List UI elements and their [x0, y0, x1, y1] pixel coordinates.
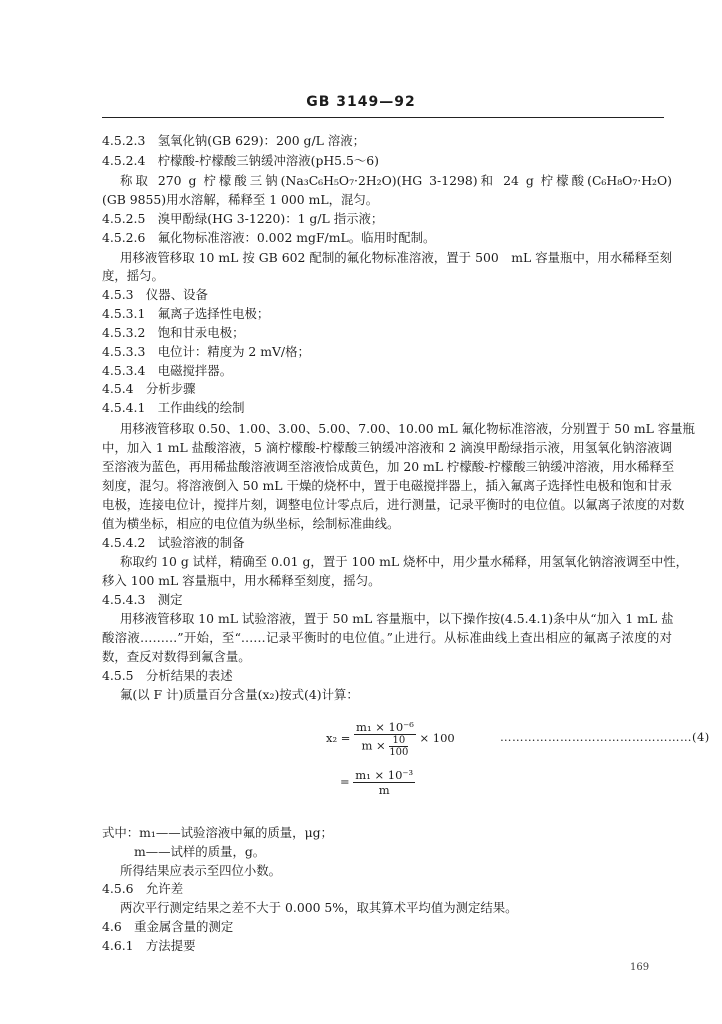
text-line: 至溶液为蓝色，再用稀盐酸溶液调至溶液恰成黄色，加 20 mL 柠檬酸-柠檬酸三钠缓冲溶液，用水稀释至: [102, 459, 675, 474]
section-heading: 4.5.4.2 试验溶液的制备: [102, 535, 245, 550]
formula-equals: =: [340, 774, 350, 789]
text-line: 刻度，混匀。将溶液倒入 50 mL 干燥的烧杯中，置于电磁搅拌器上，插入氟离子选择性电极和饱和甘汞: [102, 478, 672, 493]
formula-fraction-1: [354, 720, 416, 758]
text-line: 氟(以 F 计)质量百分含量(x₂)按式(4)计算：: [120, 687, 359, 702]
text-line: 值为横坐标，相应的电位值为纵坐标，绘制标准曲线。: [102, 516, 400, 531]
text-line: 4.5.3.4 电磁搅拌器。: [102, 363, 233, 378]
section-heading: 4.5.5 分析结果的表述: [102, 668, 233, 683]
text-line: 称取约 10 g 试样，精确至 0.01 g，置于 100 mL 烧杯中，用少量水稀释，用氢氧化钠溶液调至中性，: [120, 554, 689, 569]
text-line: 用移液管移取 10 mL 按 GB 602 配制的氟化物标准溶液，置于 500 mL 容量瓶中，用水稀释至刻: [120, 250, 672, 265]
text-line: 用移液管移取 10 mL 试验溶液，置于 50 mL 容量瓶中，以下操作按(4.5.4.1)条中从“加入 1 mL 盐: [120, 611, 674, 626]
header-rule: [102, 117, 664, 118]
text-line: 用移液管移取 0.50、1.00、3.00、5.00、7.00、10.00 mL 氟化物标准溶液，分别置于 50 mL 容量瓶: [120, 421, 695, 436]
section-heading: 4.5.6 允许差: [102, 881, 184, 896]
formula-lhs: x₂ =: [326, 731, 351, 745]
formula-denominator-2: m: [378, 783, 390, 797]
text-line: 所得结果应表示至四位小数。: [120, 863, 282, 878]
section-heading: 4.5.4.1 工作曲线的绘制: [102, 400, 245, 415]
text-line: 式中：m₁——试验溶液中氟的质量，μg；: [102, 825, 333, 840]
text-line: 4.5.3.2 饱和甘汞电极；: [102, 325, 245, 340]
text-line: 电极，连接电位计，搅拌片刻，调整电位计零点后，进行测量，记录平衡时的电位值。以氟离子浓度的对数: [102, 497, 685, 512]
text-line: (GB 9855)用水溶解，稀释至 1 000 mL，混匀。: [102, 192, 379, 207]
text-line: 酸溶液………”开始，至“……记录平衡时的电位值。”止进行。从标准曲线上查出相应的氟离子浓度的对: [102, 630, 672, 645]
formula-numerator-2: m₁ × 10⁻³: [355, 768, 414, 782]
text-line: 中，加入 1 mL 盐酸溶液，5 滴柠檬酸-柠檬酸三钠缓冲溶液和 2 滴溴甲酚绿指示液，用氢氧化钠溶液调: [102, 440, 672, 455]
formula-fraction-2: [353, 768, 415, 797]
text-line: 4.5.2.3 氢氧化钠(GB 629)：200 g/L 溶液；: [102, 133, 365, 148]
text-line: 两次平行测定结果之差不大于 0.000 5%，取其算术平均值为测定结果。: [120, 900, 518, 915]
section-heading: 4.5.4 分析步骤: [102, 381, 196, 396]
text-line: 4.5.2.5 溴甲酚绿(HG 3-1220)：1 g/L 指示液；: [102, 211, 384, 226]
section-heading: 4.6.1 方法提要: [102, 938, 196, 953]
section-heading: 4.5.3 仪器、设备: [102, 287, 208, 302]
text-line: 4.5.2.6 氟化物标准溶液：0.002 mgF/mL。临用时配制。: [102, 230, 436, 245]
formula-inner-fraction: $\frac{10}{100}$: [389, 735, 409, 758]
document-header: GB 3149—92: [306, 94, 416, 110]
text-line: 称取 270 g 柠檬酸三钠(Na₃C₆H₅O₇·2H₂O)(HG 3-1298)和 24 g 柠檬酸(C₆H₈O₇·H₂O): [120, 173, 672, 188]
formula-line-1: [326, 720, 455, 758]
section-heading: 4.5.4.3 测定: [102, 592, 183, 607]
text-line: 移入 100 mL 容量瓶中，用水稀释至刻度，摇匀。: [102, 573, 381, 588]
formula-denominator-1: m × $\frac{10}{100}$: [361, 735, 409, 758]
text-line: 4.5.2.4 柠檬酸-柠檬酸三钠缓冲溶液(pH5.5～6): [102, 153, 379, 168]
text-line: m——试样的质量，g。: [134, 844, 266, 859]
formula-line-2: [340, 768, 415, 797]
page-number: 169: [630, 962, 650, 973]
section-heading: 4.6 重金属含量的测定: [102, 919, 234, 934]
formula-numerator-1: m₁ × 10⁻⁶: [356, 720, 414, 734]
text-line: 度，摇匀。: [102, 268, 164, 283]
formula-times-100: × 100: [419, 731, 455, 745]
text-line: 数，查反对数得到氟含量。: [102, 649, 251, 664]
text-line: 4.5.3.1 氟离子选择性电极；: [102, 306, 270, 321]
text-line: 4.5.3.3 电位计：精度为 2 mV/格；: [102, 344, 310, 359]
equation-number: …………………………………………(4): [500, 730, 710, 744]
